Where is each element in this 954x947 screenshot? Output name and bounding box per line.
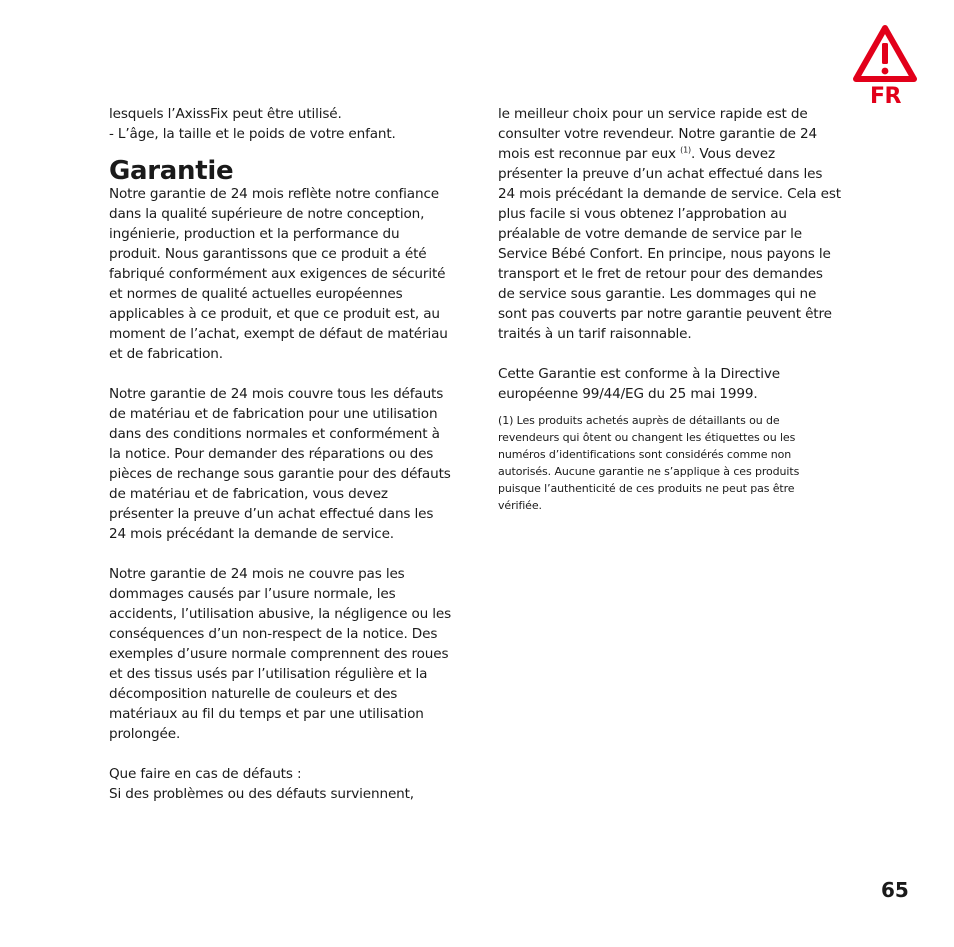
paragraph-directive — [498, 364, 854, 404]
text-segment: . Vous devez — [691, 146, 775, 162]
text-line: 24 mois précédant la demande de service. — [109, 526, 394, 542]
text-line: et des tissus usés par l’utilisation régulière et la — [109, 666, 428, 682]
language-label: FR — [870, 84, 901, 109]
paragraph-gap — [498, 344, 854, 364]
text-line: prolongée. — [109, 726, 181, 742]
text-line: présenter la preuve d’un achat effectué dans les — [109, 506, 434, 522]
footnote-line: autorisés. Aucune garantie ne s’applique à ces produits — [498, 465, 800, 478]
text-line: de matériau et de fabrication pour une utilisation — [109, 406, 438, 422]
text-line: matériaux au fil du temps et par une utilisation — [109, 706, 424, 722]
paragraph-coverage — [109, 384, 469, 544]
text-segment: mois est reconnue par eux — [498, 146, 681, 162]
paragraph-gap — [109, 744, 469, 764]
text-line: européenne 99/44/EG du 25 mai 1999. — [498, 386, 758, 402]
text-line: Cette Garantie est conforme à la Directive — [498, 366, 780, 382]
text-line: lesquels l’AxissFix peut être utilisé. — [109, 106, 342, 122]
text-line: pièces de rechange sous garantie pour des défauts — [109, 466, 451, 482]
text-line: la notice. Pour demander des réparations ou des — [109, 446, 434, 462]
text-line: consulter votre revendeur. Notre garantie de 24 — [498, 126, 818, 142]
text-line: fabriqué conformément aux exigences de sécurité — [109, 266, 446, 282]
text-line: dans la qualité supérieure de notre conception, — [109, 206, 425, 222]
section-heading: Garantie — [109, 156, 234, 186]
text-line: plus facile si vous obtenez l’approbation au — [498, 206, 787, 222]
paragraph-gap — [109, 544, 469, 564]
footnote-line: numéros d’identifications sont considérés comme non — [498, 448, 792, 461]
text-line: moment de l’achat, exempt de défaut de matériau — [109, 326, 448, 342]
footnote-line: puisque l’authenticité de ces produits ne peut pas être — [498, 482, 795, 495]
paragraph-service — [498, 104, 854, 344]
text-line: transport et le fret de retour pour des demandes — [498, 266, 823, 282]
text-line: applicables à ce produit, et que ce produit est, au — [109, 306, 440, 322]
paragraph-defects — [109, 764, 469, 804]
right-column — [498, 104, 854, 514]
text-line: préalable de votre demande de service par le — [498, 226, 803, 242]
text-line: décomposition naturelle de couleurs et des — [109, 686, 398, 702]
text-line: - L’âge, la taille et le poids de votre enfant. — [109, 126, 396, 142]
text-line: exemples d’usure normale comprennent des roues — [109, 646, 449, 662]
text-line: de matériau et de fabrication, vous devez — [109, 486, 388, 502]
text-line: dommages causés par l’usure normale, les — [109, 586, 396, 602]
text-line: de service sous garantie. Les dommages qui ne — [498, 286, 817, 302]
text-line: Notre garantie de 24 mois couvre tous les défauts — [109, 386, 444, 402]
text-line — [498, 144, 854, 164]
text-line: dans des conditions normales et conformément à — [109, 426, 440, 442]
text-line: présenter la preuve d’un achat effectué dans les — [498, 166, 823, 182]
text-line: 24 mois précédant la demande de service. Cela est — [498, 186, 841, 202]
text-line: traités à un tarif raisonnable. — [498, 326, 692, 342]
text-line: ingénierie, production et la performance du — [109, 226, 400, 242]
paragraph-confidence — [109, 184, 469, 364]
footnote-line: (1) Les produits achetés auprès de détaillants ou de — [498, 414, 780, 427]
text-line: Que faire en cas de défauts : — [109, 766, 302, 782]
text-line: accidents, l’utilisation abusive, la négligence ou les — [109, 606, 452, 622]
text-line: Service Bébé Confort. En principe, nous payons le — [498, 246, 831, 262]
text-line: Si des problèmes ou des défauts surviennent, — [109, 786, 414, 802]
page-number: 65 — [881, 878, 909, 902]
left-column — [109, 104, 469, 804]
text-line: sont pas couverts par notre garantie peuvent être — [498, 306, 832, 322]
text-line: Notre garantie de 24 mois reflète notre confiance — [109, 186, 439, 202]
text-line: le meilleur choix pour un service rapide est de — [498, 106, 808, 122]
footnote-line: revendeurs qui ôtent ou changent les étiquettes ou les — [498, 431, 796, 444]
footnote-line: vérifiée. — [498, 499, 542, 512]
warning-triangle-icon — [852, 24, 918, 84]
footnote-reference: (1) — [680, 145, 692, 155]
text-line: conséquences d’un non-respect de la notice. Des — [109, 626, 438, 642]
text-line: et normes de qualité actuelles européennes — [109, 286, 403, 302]
text-line: produit. Nous garantissons que ce produit a été — [109, 246, 427, 262]
paragraph-gap — [109, 364, 469, 384]
text-line: et de fabrication. — [109, 346, 223, 362]
footnote — [498, 412, 854, 514]
text-line: Notre garantie de 24 mois ne couvre pas les — [109, 566, 405, 582]
paragraph-exclusions — [109, 564, 469, 744]
